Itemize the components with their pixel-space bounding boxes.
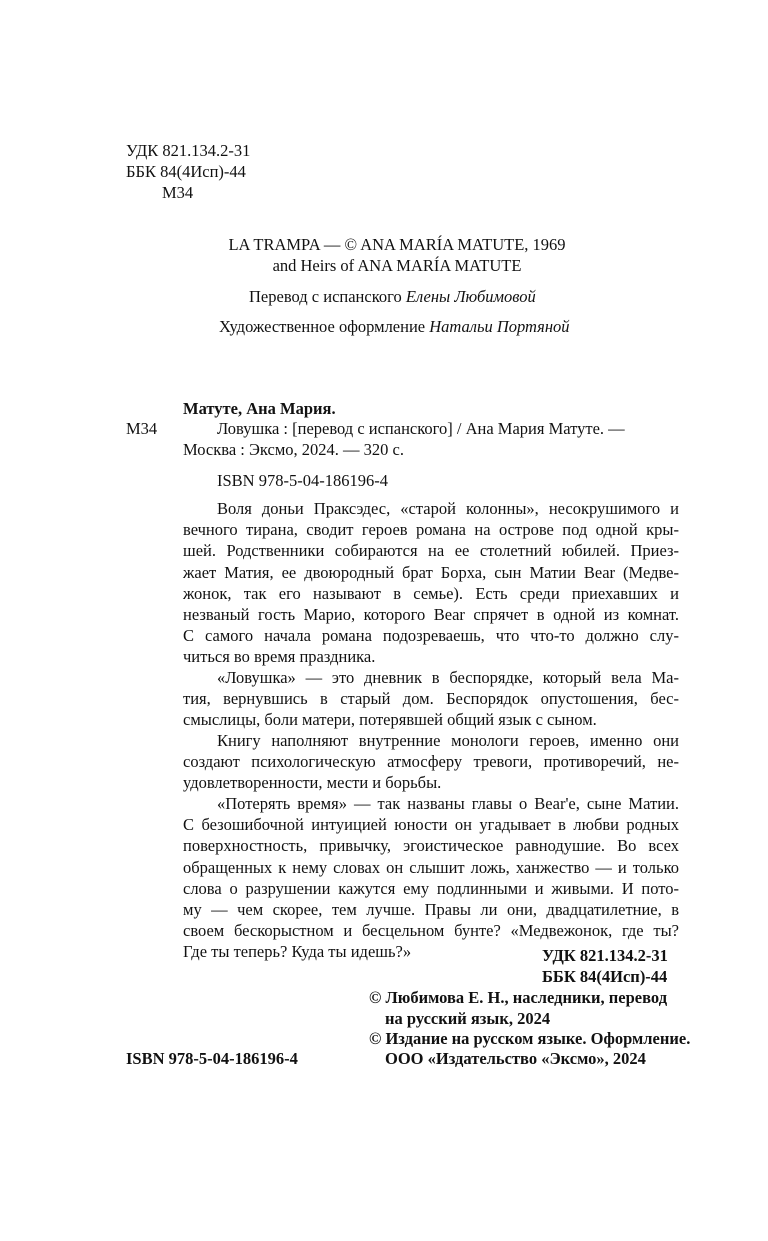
annotation-line: слова о разрушении кажутся ему подлинными и живыми. И пото- — [183, 878, 679, 898]
annotation-line: С безошибочной интуицией юности он угадывает в любви родных — [183, 815, 679, 835]
annotation-paragraph-4 — [183, 793, 679, 963]
annotation-line: удовлетворенности, мести и борьбы. — [183, 773, 442, 793]
annotation-line: тия, вернувшись в старый дом. Беспорядок опустошения, бес- — [183, 689, 679, 709]
annotation-line: Книгу наполняют внутренние монологи героев, именно они — [217, 731, 679, 750]
catalog-line1: Ловушка : [перевод с испанского] / Ана Мария Матуте. — — [217, 419, 625, 438]
top-classification — [126, 140, 250, 203]
catalog-isbn: ISBN 978-5-04-186196-4 — [217, 471, 388, 490]
copyright-edition-line2: ООО «Издательство «Эксмо», 2024 — [385, 1049, 646, 1068]
annotation-line: Воля доньи Праксэдес, «старой колонны», несокрушимого и — [217, 499, 679, 518]
annotation-line: жает Матия, ее двоюродный брат Борха, сын Матии Bear (Медве- — [183, 562, 679, 582]
designer-name: Натальи Портяной — [429, 317, 570, 336]
top-author-mark: М34 — [162, 183, 194, 202]
annotation-line: смыслицы, боли матери, потерявшей общий язык с сыном. — [183, 710, 597, 730]
translation-prefix: Перевод с испанского — [249, 287, 406, 306]
original-copyright-line2: and Heirs of ANA MARÍA MATUTE — [272, 256, 522, 275]
copyright-edition-line1: © Издание на русском языке. Оформление. — [369, 1029, 691, 1048]
top-bbk: ББК 84(4Исп)-44 — [126, 162, 246, 181]
annotation-line: поверхностность, привычку, эгоистическое равнодушие. Во всех — [183, 836, 679, 856]
design-prefix: Художественное оформление — [219, 317, 430, 336]
original-copyright-line1: LA TRAMPA — © ANA MARÍA MATUTE, 1969 — [228, 235, 566, 254]
top-udk: УДК 821.134.2-31 — [126, 141, 251, 160]
annotation-line: «Ловушка» — это дневник в беспорядке, который вела Ма- — [217, 668, 679, 687]
catalog-line2: Москва : Эксмо, 2024. — 320 с. — [183, 440, 404, 459]
annotation-line: создают психологическую атмосферу тревоги, противоречий, не- — [183, 752, 679, 772]
copyright-translation-line2: на русский язык, 2024 — [385, 1009, 551, 1028]
translation-credit — [249, 286, 536, 307]
annotation-paragraph-1 — [183, 498, 679, 668]
annotation-line: жонок, так его называют в семье). Есть среди приехавших и — [183, 583, 679, 603]
copyright-translation-line1: © Любимова Е. Н., наследники, перевод — [369, 988, 668, 1007]
design-credit — [219, 316, 570, 337]
annotation-line: «Потерять время» — так названы главы о Bear'е, сыне Матии. — [217, 794, 679, 813]
annotation-paragraph-3 — [183, 730, 679, 794]
annotation-line: обращенных к нему словах он слышит ложь, ханжество — и только — [183, 857, 679, 877]
annotation-line: незваный гость Марио, которого Bear спрячет в одной из комнат. — [183, 604, 679, 624]
translator-name: Елены Любимовой — [405, 287, 536, 306]
catalog-author-heading: Матуте, Ана Мария. — [183, 399, 336, 418]
annotation-line: вечного тирана, сводит героев романа на острове под одной кры- — [183, 520, 679, 540]
bottom-udk: УДК 821.134.2-31 — [542, 946, 668, 965]
annotation-paragraph-2 — [183, 667, 679, 731]
annotation-line: Где ты теперь? Куда ты идешь?» — [183, 942, 412, 962]
original-copyright — [0, 234, 768, 276]
bottom-bbk: ББК 84(4Исп)-44 — [542, 967, 668, 986]
annotation-line: читься во время праздника. — [183, 647, 376, 667]
annotation-line: му — чем скорее, тем лучше. Правы ли они, двадцатилетние, в — [183, 899, 679, 919]
catalog-mark: М34 — [126, 419, 158, 438]
annotation-line: своем бескорыстном и бесцельном бунте? «Медвежонок, где ты? — [183, 921, 679, 941]
annotation-line: шей. Родственники собираются на ее столетний юбилей. Приез- — [183, 541, 679, 561]
annotation-line: С самого начала романа подозреваешь, что что-то должно слу- — [183, 626, 679, 646]
bottom-isbn: ISBN 978-5-04-186196-4 — [126, 1049, 298, 1068]
